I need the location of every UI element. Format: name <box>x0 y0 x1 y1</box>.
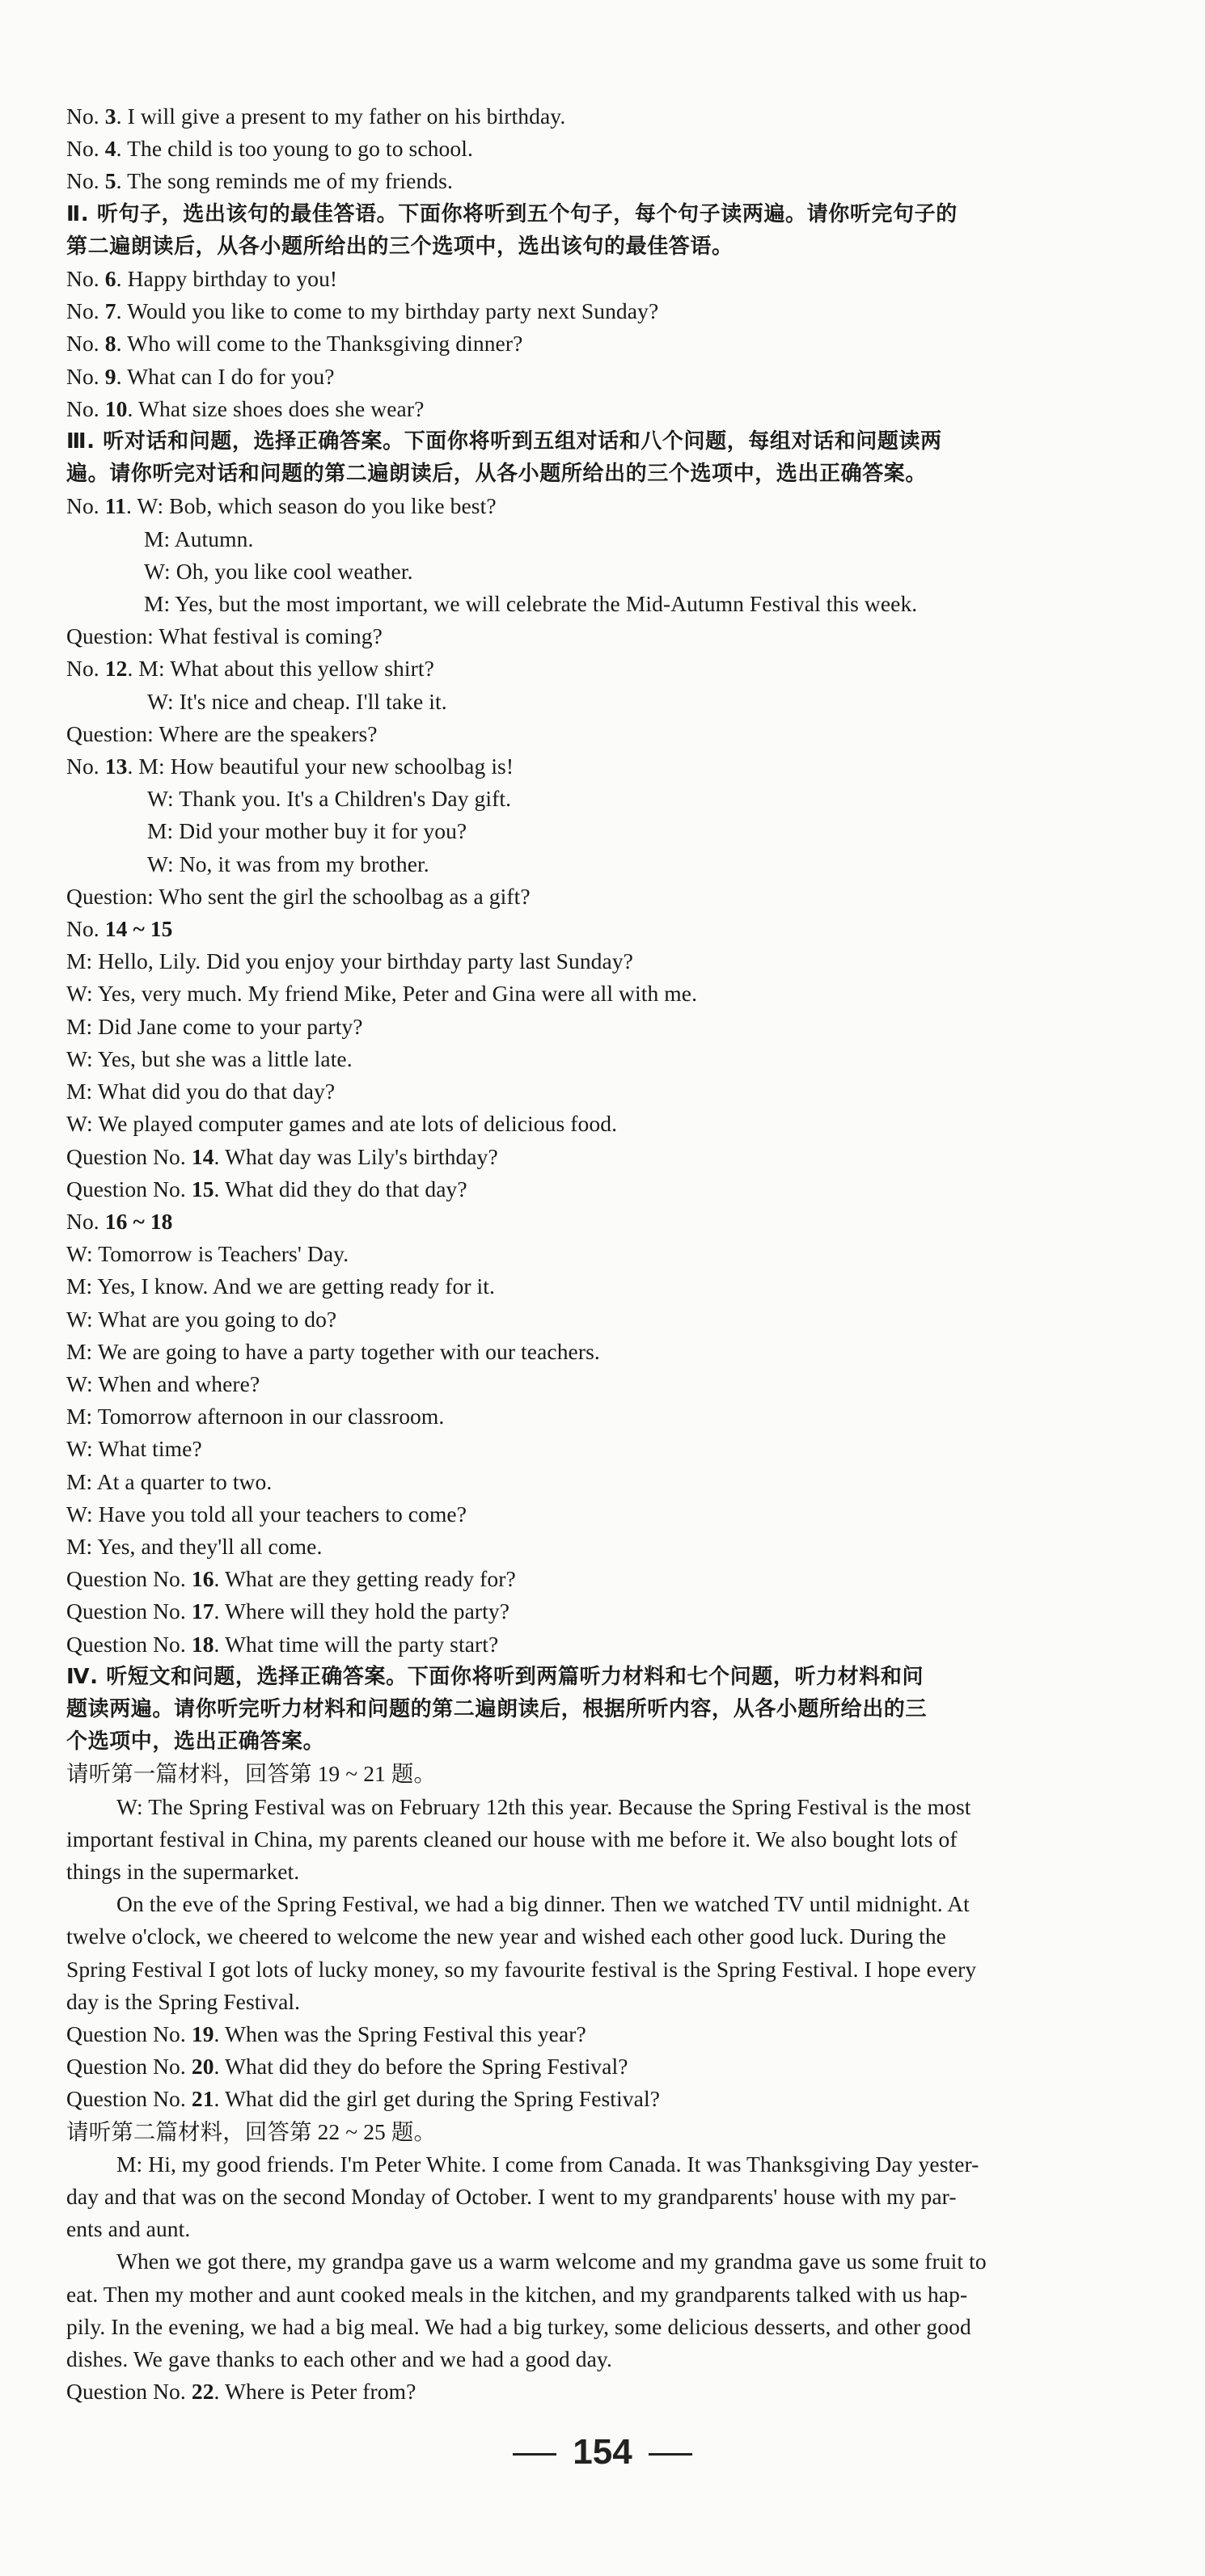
numbered-item <box>66 133 1205 165</box>
transcript-line <box>66 686 1205 718</box>
transcript-line <box>66 1303 1205 1336</box>
item-prefix: Question No. <box>66 2086 186 2112</box>
item-number: 17 <box>191 1598 214 1624</box>
item-prefix: No. <box>66 395 99 421</box>
line-text: . What did they do that day? <box>214 1176 467 1201</box>
line-text: M: Did Jane come to your party? <box>66 1013 363 1039</box>
item-prefix: No. <box>66 331 99 357</box>
line-text: day is the Spring Festival. <box>66 1988 301 2014</box>
line-text: . When was the Spring Festival this year? <box>214 2021 586 2046</box>
line-text: When we got there, my grandpa gave us a warm welcome and my grandma gave us some fruit to <box>116 2249 987 2274</box>
item-number: 13 <box>104 754 128 779</box>
line-text: . What did they do before the Spring Festival? <box>214 2054 628 2080</box>
numbered-item <box>66 100 1205 133</box>
numbered-item <box>66 1173 1205 1206</box>
section-heading <box>66 1661 1205 1693</box>
line-text: Spring Festival I got lots of lucky money, so my favourite festival is the Spring Festival. I hope every <box>66 1956 977 1982</box>
transcript-line <box>66 2245 1205 2278</box>
numbered-item <box>66 2083 1205 2115</box>
line-text: . Where will they hold the party? <box>214 1598 510 1624</box>
transcript-line <box>66 1953 1205 1986</box>
transcript-line <box>66 1238 1205 1270</box>
line-text: W: Have you told all your teachers to come? <box>66 1501 467 1527</box>
line-text: eat. Then my mother and aunt cooked meals in the kitchen, and my grandparents talked with us hap- <box>66 2281 968 2307</box>
line-text: M: Yes, but the most important, we will celebrate the Mid-Autumn Festival this week. <box>144 591 918 617</box>
item-number: 9 <box>104 363 116 389</box>
numbered-item <box>66 2375 1205 2408</box>
transcript-line <box>66 1498 1205 1531</box>
line-text: M: We are going to have a party together with our teachers. <box>66 1338 600 1364</box>
line-text: things in the supermarket. <box>66 1858 300 1884</box>
transcript-line <box>66 1823 1205 1856</box>
transcript-line <box>66 1270 1205 1303</box>
numbered-item <box>66 361 1205 393</box>
item-number: 8 <box>104 331 116 357</box>
line-text: . What time will the party start? <box>214 1631 499 1657</box>
transcript-line <box>66 2278 1205 2311</box>
line-text: . What are they getting ready for? <box>214 1566 516 1592</box>
section-heading-text: 第二遍朗读后，从各小题所给出的三个选项中，选出该句的最佳答语。 <box>66 234 734 259</box>
transcript-line <box>66 1108 1205 1140</box>
transcript-line <box>66 815 1205 847</box>
transcript-text <box>66 100 1205 2408</box>
transcript-line <box>66 2343 1205 2375</box>
numbered-item <box>66 652 1205 685</box>
numbered-item <box>66 1141 1205 1173</box>
transcript-line <box>66 555 1205 588</box>
section-heading-text: Ⅱ. 听句子，选出该句的最佳答语。下面你将听到五个句子，每个句子读两遍。请你听完句子的 <box>66 201 958 226</box>
numbered-item <box>66 263 1205 295</box>
line-text: On the eve of the Spring Festival, we had a big dinner. Then we watched TV until midnight. At <box>116 1891 970 1917</box>
item-prefix: Question No. <box>66 1598 186 1624</box>
line-text: W: What time? <box>66 1436 202 1462</box>
line-text: W: Tomorrow is Teachers' Day. <box>66 1241 349 1267</box>
item-prefix: Question No. <box>66 2379 186 2405</box>
transcript-line <box>66 1531 1205 1563</box>
item-number: 22 <box>191 2379 214 2405</box>
item-number: 16 ~ 18 <box>104 1208 173 1234</box>
line-text: ents and aunt. <box>66 2216 191 2242</box>
item-number: 18 <box>191 1631 214 1657</box>
line-text: M: At a quarter to two. <box>66 1468 273 1494</box>
transcript-line <box>66 1986 1205 2018</box>
item-number: 5 <box>104 168 116 194</box>
numbered-item <box>66 393 1205 425</box>
line-text: . M: How beautiful your new schoolbag is! <box>127 754 514 779</box>
line-text: W: It's nice and cheap. I'll take it. <box>147 688 447 714</box>
numbered-item <box>66 490 1205 522</box>
line-text: W: Yes, very much. My friend Mike, Peter and Gina were all with me. <box>66 981 698 1007</box>
transcript-line <box>66 1856 1205 1888</box>
item-number: 4 <box>104 136 116 162</box>
numbered-item <box>66 165 1205 197</box>
item-number: 7 <box>104 298 116 324</box>
item-prefix: Question No. <box>66 1631 186 1657</box>
line-text: Question: Where are the speakers? <box>66 720 378 746</box>
item-number: 3 <box>104 103 116 129</box>
section-heading-text: 遍。请你听完对话和问题的第二遍朗读后，从各小题所给出的三个选项中，选出正确答案。 <box>66 462 928 487</box>
item-prefix: Question No. <box>66 1566 186 1592</box>
page-number-text: 154 <box>573 2432 632 2472</box>
transcript-line <box>66 620 1205 652</box>
transcript-line <box>66 1433 1205 1465</box>
item-prefix: No. <box>66 916 99 942</box>
numbered-item <box>66 913 1205 945</box>
item-number: 6 <box>104 266 116 292</box>
item-prefix: No. <box>66 168 99 194</box>
item-number: 12 <box>104 656 128 682</box>
item-prefix: No. <box>66 103 99 129</box>
page-number-left-dash <box>513 2453 556 2456</box>
line-text: W: Oh, you like cool weather. <box>144 558 413 584</box>
item-number: 19 <box>191 2021 214 2046</box>
numbered-item <box>66 1563 1205 1595</box>
line-text: day and that was on the second Monday of October. I went to my grandparents' house with my par- <box>66 2184 957 2209</box>
transcript-line <box>66 848 1205 880</box>
line-text: M: Did your mother buy it for you? <box>147 818 467 844</box>
item-prefix: No. <box>66 1208 99 1234</box>
section-heading <box>66 230 1205 263</box>
transcript-line <box>66 1758 1205 1790</box>
transcript-line <box>66 2148 1205 2181</box>
transcript-line <box>66 523 1205 555</box>
numbered-item <box>66 750 1205 783</box>
line-text: . Who will come to the Thanksgiving dinner? <box>116 331 523 357</box>
item-number: 11 <box>104 493 126 519</box>
transcript-line <box>66 718 1205 750</box>
transcript-line <box>66 1368 1205 1400</box>
section-heading <box>66 1725 1205 1758</box>
transcript-line <box>66 2116 1205 2148</box>
numbered-item <box>66 1595 1205 1628</box>
transcript-line <box>66 978 1205 1010</box>
line-text: twelve o'clock, we cheered to welcome the new year and wished each other good luck. During the <box>66 1924 946 1949</box>
line-text: . Happy birthday to you! <box>116 266 338 292</box>
line-text: . Where is Peter from? <box>214 2379 416 2405</box>
numbered-item <box>66 295 1205 327</box>
line-text: W: Yes, but she was a little late. <box>66 1045 353 1071</box>
line-text: M: Yes, I know. And we are getting ready for it. <box>66 1273 496 1299</box>
line-text: W: No, it was from my brother. <box>147 851 429 876</box>
item-number: 14 <box>191 1143 214 1169</box>
line-text: dishes. We gave thanks to each other and we had a good day. <box>66 2346 612 2372</box>
item-prefix: No. <box>66 266 99 292</box>
transcript-line <box>66 1011 1205 1043</box>
item-number: 14 ~ 15 <box>104 916 173 942</box>
numbered-item <box>66 2050 1205 2083</box>
line-text: 请听第二篇材料，回答第 22 ~ 25 题。 <box>66 2118 437 2144</box>
section-heading-text: 个选项中，选出正确答案。 <box>66 1729 325 1755</box>
transcript-line <box>66 1791 1205 1823</box>
item-prefix: No. <box>66 656 99 682</box>
transcript-line <box>66 1466 1205 1498</box>
transcript-line <box>66 2181 1205 2213</box>
item-prefix: No. <box>66 136 99 162</box>
section-heading-text: Ⅳ. 听短文和问题，选择正确答案。下面你将听到两篇听力材料和七个问题，听力材料和问 <box>66 1664 924 1689</box>
section-heading <box>66 198 1205 230</box>
line-text: M: Yes, and they'll all come. <box>66 1533 323 1559</box>
item-prefix: Question No. <box>66 1143 186 1169</box>
item-number: 10 <box>104 395 128 421</box>
line-text: M: Hello, Lily. Did you enjoy your birthday party last Sunday? <box>66 948 633 974</box>
item-prefix: Question No. <box>66 2021 186 2046</box>
transcript-line <box>66 2311 1205 2343</box>
transcript-line <box>66 783 1205 815</box>
line-text: important festival in China, my parents cleaned our house with me before it. We also bought lots of <box>66 1826 958 1852</box>
line-text: . What size shoes does she wear? <box>127 395 425 421</box>
line-text: W: The Spring Festival was on February 12th this year. Because the Spring Festival is the most <box>116 1793 971 1819</box>
line-text: . M: What about this yellow shirt? <box>127 656 434 682</box>
line-text: pily. In the evening, we had a big meal. We had a big turkey, some delicious desserts, and other good <box>66 2313 971 2339</box>
line-text: . I will give a present to my father on his birthday. <box>116 103 566 129</box>
numbered-item <box>66 2018 1205 2050</box>
line-text: M: Hi, my good friends. I'm Peter White. I come from Canada. It was Thanksgiving Day yester- <box>116 2151 979 2177</box>
item-prefix: Question No. <box>66 1176 186 1201</box>
line-text: M: Tomorrow afternoon in our classroom. <box>66 1404 445 1429</box>
line-text: . What can I do for you? <box>116 363 335 389</box>
line-text: M: What did you do that day? <box>66 1079 336 1104</box>
transcript-line <box>66 1920 1205 1953</box>
transcript-line <box>66 1888 1205 1920</box>
line-text: . W: Bob, which season do you like best? <box>125 493 497 519</box>
section-heading <box>66 425 1205 458</box>
item-number: 16 <box>191 1566 214 1592</box>
line-text: 请听第一篇材料，回答第 19 ~ 21 题。 <box>66 1761 437 1787</box>
line-text: M: Autumn. <box>144 526 254 551</box>
section-heading-text: 题读两遍。请你听完听力材料和问题的第二遍朗读后，根据所听内容，从各小题所给出的三 <box>66 1696 928 1721</box>
item-prefix: No. <box>66 754 99 779</box>
transcript-line <box>66 945 1205 978</box>
section-heading <box>66 1693 1205 1725</box>
line-text: W: When and where? <box>66 1370 260 1396</box>
line-text: Question: What festival is coming? <box>66 623 383 649</box>
line-text: . Would you like to come to my birthday party next Sunday? <box>116 298 659 324</box>
transcript-line <box>66 1400 1205 1433</box>
line-text: W: Thank you. It's a Children's Day gift. <box>147 786 512 812</box>
line-text: W: What are you going to do? <box>66 1306 337 1332</box>
item-prefix: No. <box>66 493 99 519</box>
item-number: 21 <box>191 2086 214 2112</box>
transcript-line <box>66 1336 1205 1368</box>
item-prefix: Question No. <box>66 2054 186 2080</box>
item-number: 20 <box>191 2054 214 2080</box>
transcript-line <box>66 880 1205 913</box>
item-prefix: No. <box>66 363 99 389</box>
line-text: . The song reminds me of my friends. <box>116 168 453 194</box>
transcript-line <box>66 1075 1205 1108</box>
section-heading-text: Ⅲ. 听对话和问题，选择正确答案。下面你将听到五组对话和八个问题，每组对话和问题读两 <box>66 429 942 454</box>
numbered-item <box>66 1206 1205 1238</box>
transcript-line <box>66 2213 1205 2245</box>
item-number: 15 <box>191 1176 214 1201</box>
line-text: Question: Who sent the girl the schoolbag as a gift? <box>66 883 531 909</box>
section-heading <box>66 458 1205 490</box>
line-text: W: We played computer games and ate lots of delicious food. <box>66 1111 618 1137</box>
line-text: . What day was Lily's birthday? <box>214 1143 498 1169</box>
transcript-line <box>66 1043 1205 1075</box>
line-text: . The child is too young to go to school. <box>116 136 473 162</box>
line-text: . What did the girl get during the Spring Festival? <box>214 2086 660 2112</box>
transcript-line <box>66 588 1205 620</box>
numbered-item <box>66 1628 1205 1661</box>
item-prefix: No. <box>66 298 99 324</box>
page-number-right-dash <box>649 2453 692 2456</box>
page-number <box>0 2432 1205 2473</box>
numbered-item <box>66 327 1205 360</box>
